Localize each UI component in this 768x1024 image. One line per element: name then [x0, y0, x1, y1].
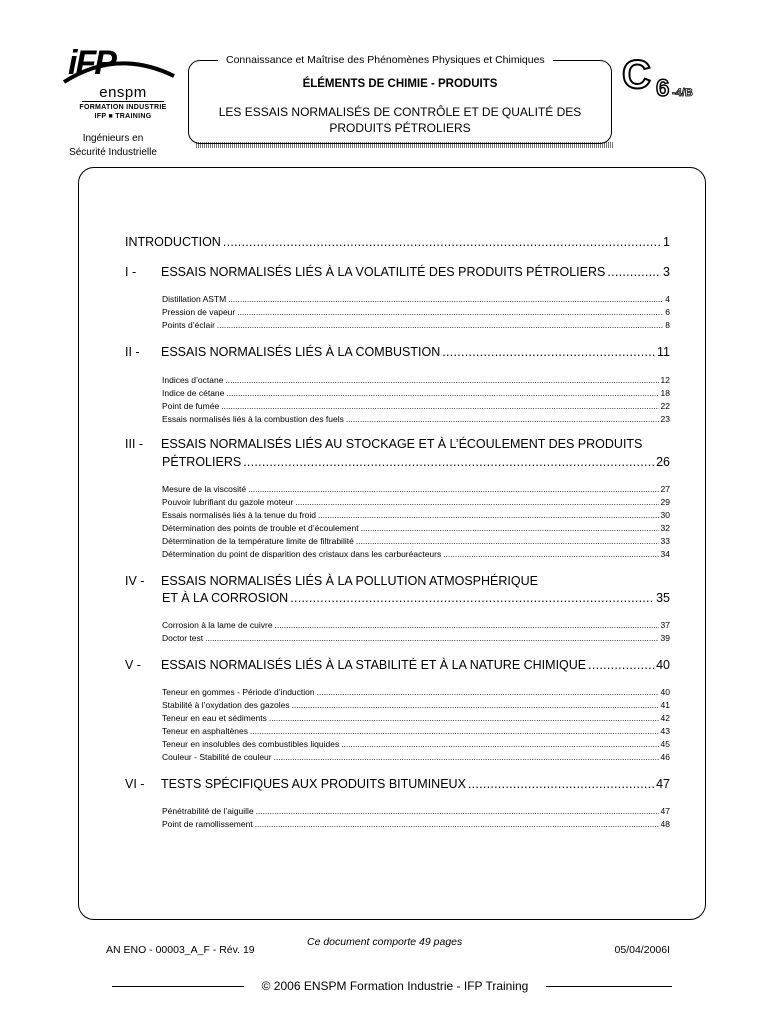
dot-leader [317, 686, 659, 698]
toc-section-5[interactable] [125, 658, 670, 672]
toc-page: 35 [656, 591, 670, 605]
dot-leader [205, 632, 658, 644]
toc-page: 26 [656, 455, 670, 469]
code-number: 6 [656, 75, 670, 102]
toc-section-3-cont[interactable] [162, 455, 670, 469]
dot-leader [237, 306, 663, 318]
dot-leader [217, 319, 663, 331]
toc-label: Essais normalisés liés à la combustion des fuels [162, 414, 344, 424]
toc-section-1[interactable] [125, 265, 670, 279]
toc-page: 41 [660, 700, 670, 710]
section-number: IV - [125, 574, 145, 588]
toc-item[interactable] [162, 306, 670, 318]
toc-label: Mesure de la viscosité [162, 484, 247, 494]
toc-item[interactable] [162, 483, 670, 495]
toc-label: Points d’éclair [162, 320, 215, 330]
footer-rule-left [112, 986, 244, 987]
toc-item[interactable] [162, 686, 670, 698]
tagline-line-2: Sécurité Industrielle [69, 147, 157, 158]
dot-leader [256, 805, 659, 817]
logo-line-2: IFP ■ TRAINING [94, 113, 152, 120]
document-date: 05/04/2006I [614, 944, 670, 956]
toc-item[interactable] [162, 509, 670, 521]
toc-label: Point de ramollissement [162, 819, 253, 829]
toc-page: 1 [663, 235, 670, 249]
toc-section-4-cont[interactable] [162, 591, 670, 605]
toc-section-2[interactable] [125, 345, 670, 359]
dot-leader [442, 345, 655, 359]
subtitle-line-1: LES ESSAIS NORMALISÉS DE CONTRÔLE ET DE QUALITÉ DES [218, 105, 582, 119]
dot-leader [275, 619, 659, 631]
toc-page: 40 [660, 687, 670, 697]
toc-label: Point de fumée [162, 401, 220, 411]
toc-page: 46 [660, 752, 670, 762]
toc-item[interactable] [162, 619, 670, 631]
toc-page: 40 [656, 658, 670, 672]
toc-label: ESSAIS NORMALISÉS LIÉS À LA COMBUSTION [161, 345, 441, 359]
dot-leader [274, 751, 659, 763]
toc-page: 3 [663, 265, 670, 279]
toc-item[interactable] [162, 413, 670, 425]
toc-label: Pression de vapeur [162, 307, 236, 317]
dot-leader [223, 235, 661, 249]
toc-page: 29 [660, 497, 670, 507]
toc-label: Corrosion à la lame de cuivre [162, 620, 273, 630]
toc-item[interactable] [162, 751, 670, 763]
toc-item[interactable] [162, 712, 670, 724]
toc-item[interactable] [162, 818, 670, 830]
dot-leader [269, 712, 659, 724]
dot-leader [361, 522, 659, 534]
toc-label: Détermination des points de trouble et d’écoulement [162, 523, 359, 533]
dot-leader [443, 548, 658, 560]
document-code [620, 52, 720, 112]
dot-leader [225, 374, 658, 386]
toc-item[interactable] [162, 319, 670, 331]
dot-leader [607, 265, 661, 279]
toc-page: 30 [660, 510, 670, 520]
toc-label: Essais normalisés liés à la tenue du froid [162, 510, 317, 520]
dot-leader [226, 387, 658, 399]
footer-rule-right [546, 986, 672, 987]
toc-item[interactable] [162, 293, 670, 305]
toc-page: 32 [660, 523, 670, 533]
document-title: ÉLÉMENTS DE CHIMIE - PRODUITS [302, 78, 498, 90]
toc-label: Indice de cétane [162, 388, 225, 398]
toc-item[interactable] [162, 738, 670, 750]
dot-leader [243, 455, 654, 469]
document-subtitle [188, 104, 612, 136]
dot-leader [250, 725, 659, 737]
section-number: VI - [125, 777, 145, 791]
toc-label: Stabilité à l’oxydation des gazoles [162, 700, 290, 710]
code-letter: C [622, 53, 651, 97]
toc-label: ESSAIS NORMALISÉS LIÉS À LA POLLUTION ATMOSPHÉRIQUE [161, 574, 538, 588]
toc-page: 4 [665, 294, 670, 304]
toc-label: Doctor test [162, 633, 204, 643]
toc-page: 37 [660, 620, 670, 630]
toc-label: ET À LA CORROSION [162, 591, 289, 605]
toc-label: Distillation ASTM [162, 294, 227, 304]
toc-page: 23 [660, 414, 670, 424]
toc-label: TESTS SPÉCIFIQUES AUX PRODUITS BITUMINEUX [161, 777, 466, 791]
toc-page: 8 [665, 320, 670, 330]
dot-leader [346, 413, 659, 425]
toc-item[interactable] [162, 699, 670, 711]
toc-page: 42 [660, 713, 670, 723]
toc-label: Teneur en insolubles des combustibles liquides [162, 739, 340, 749]
dot-leader [356, 535, 659, 547]
toc-page: 43 [660, 726, 670, 736]
toc-label: Teneur en gommes - Période d’induction [162, 687, 315, 697]
toc-page: 11 [657, 345, 670, 359]
toc-introduction[interactable] [125, 235, 670, 249]
toc-item[interactable] [162, 374, 670, 386]
toc-label: Indices d’octane [162, 375, 224, 385]
toc-item[interactable] [162, 496, 670, 508]
toc-section-6[interactable] [125, 777, 670, 791]
toc-item[interactable] [162, 805, 670, 817]
title-box-caption: Connaissance et Maîtrise des Phénomènes Physiques et Chimiques [218, 53, 553, 67]
toc-label: Détermination du point de disparition des cristaux dans les carburéacteurs [162, 549, 442, 559]
tagline [52, 132, 174, 160]
dot-leader [468, 777, 654, 791]
logo-word: enspm [99, 84, 147, 101]
toc-page: 12 [660, 375, 670, 385]
dot-leader [228, 293, 663, 305]
dot-leader [290, 591, 654, 605]
toc-page: 22 [660, 401, 670, 411]
dot-leader [292, 699, 659, 711]
toc-item[interactable] [162, 535, 670, 547]
toc-label: Détermination de la température limite de filtrabilité [162, 536, 354, 546]
code-suffix: -4/B [672, 87, 693, 99]
toc-page: 27 [660, 484, 670, 494]
toc-page: 45 [660, 739, 670, 749]
toc-page: 34 [660, 549, 670, 559]
toc-label: Pouvoir lubrifiant du gazole moteur [162, 497, 294, 507]
toc-page: 6 [665, 307, 670, 317]
toc-section-3[interactable] [125, 437, 670, 451]
section-number: II - [125, 345, 140, 359]
section-number: III - [125, 437, 144, 451]
toc-page: 48 [660, 819, 670, 829]
toc-label: ESSAIS NORMALISÉS LIÉS AU STOCKAGE ET À L’ÉCOULEMENT DES PRODUITS [161, 437, 643, 451]
toc-label: Teneur en eau et sédiments [162, 713, 267, 723]
dot-leader [341, 738, 658, 750]
toc-label: ESSAIS NORMALISÉS LIÉS À LA STABILITÉ ET À LA NATURE CHIMIQUE [161, 658, 587, 672]
dot-leader [295, 496, 658, 508]
toc-label: INTRODUCTION [125, 235, 221, 249]
section-number: I - [125, 265, 137, 279]
toc-item[interactable] [162, 400, 670, 412]
dot-leader [588, 658, 654, 672]
tagline-line-1: Ingénieurs en [82, 133, 144, 144]
dot-leader [255, 818, 659, 830]
toc-item[interactable] [162, 548, 670, 560]
toc-item[interactable] [162, 522, 670, 534]
dot-leader [248, 483, 658, 495]
subtitle-line-2: PRODUITS PÉTROLIERS [329, 121, 471, 135]
toc-item[interactable] [162, 725, 670, 737]
logo-caption [78, 86, 168, 121]
toc-label: ESSAIS NORMALISÉS LIÉS À LA VOLATILITÉ DES PRODUITS PÉTROLIERS [161, 265, 606, 279]
toc-label: PÉTROLIERS [162, 455, 242, 469]
toc-label: Couleur - Stabilité de couleur [162, 752, 272, 762]
logo-line-1: FORMATION INDUSTRIE [79, 104, 167, 111]
dot-leader [318, 509, 659, 521]
toc-item[interactable] [162, 632, 670, 644]
svg-text:iFP: iFP [68, 44, 115, 82]
page-count-note: Ce document comporte 49 pages [307, 936, 463, 948]
toc-page: 18 [660, 388, 670, 398]
toc-page: 47 [660, 806, 670, 816]
toc-page: 47 [656, 777, 670, 791]
copyright: © 2006 ENSPM Formation Industrie - IFP Training [261, 979, 529, 993]
toc-item[interactable] [162, 387, 670, 399]
toc-page: 33 [660, 536, 670, 546]
toc-label: Teneur en asphaltènes [162, 726, 249, 736]
toc-page: 39 [660, 633, 670, 643]
toc-section-4[interactable] [125, 574, 670, 588]
document-reference: AN ENO - 00003_A_F - Rév. 19 [106, 944, 255, 956]
dot-leader [221, 400, 658, 412]
section-number: V - [125, 658, 141, 672]
toc-label: Pénétrabilité de l’aiguille [162, 806, 254, 816]
